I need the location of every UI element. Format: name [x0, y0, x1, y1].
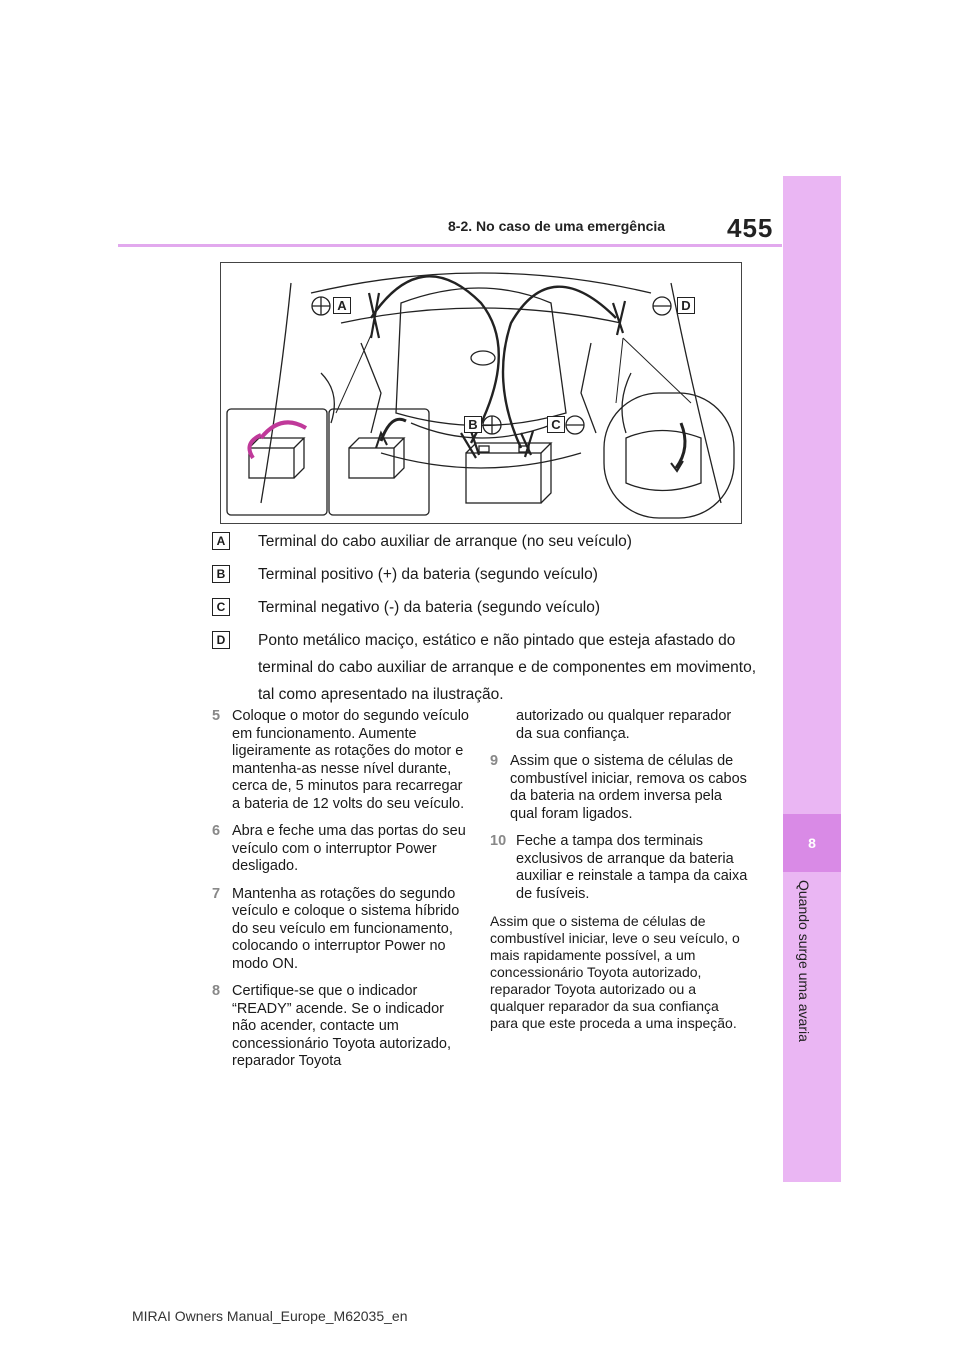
step-text: Feche a tampa dos terminais exclusivos de arranque da bateria auxiliar e reinstale a tampa da caixa de fusíveis.: [516, 833, 748, 902]
step-item: [212, 886, 472, 974]
legend-text: Terminal positivo (+) da bateria (segundo veículo): [258, 566, 598, 583]
section-title: 8-2. No caso de uma emergência: [448, 218, 666, 234]
steps-column-right: [490, 708, 750, 1032]
callout-c-text: C: [551, 417, 561, 432]
callout-c: [547, 416, 565, 433]
legend-text: Ponto metálico maciço, estático e não pintado que esteja afastado do terminal do cabo auxiliar de arranque e de componentes em movimento, tal como apresentado na ilustração.: [258, 632, 756, 703]
step-item: [212, 983, 472, 1071]
legend-key: B: [212, 565, 230, 583]
side-tab: [783, 176, 841, 1182]
callout-d-text: D: [681, 298, 691, 313]
step-text: Abra e feche uma das portas do seu veículo com o interruptor Power desligado.: [232, 823, 466, 874]
chapter-number: 8: [808, 835, 816, 851]
engine-bay-drawing: [221, 263, 741, 523]
step-item: [212, 708, 472, 813]
callout-b-text: B: [468, 417, 478, 432]
legend-item: [212, 627, 772, 708]
step-item: [490, 753, 750, 823]
callout-d: [677, 297, 695, 314]
step-number: 6: [212, 823, 221, 839]
step-number: 7: [212, 885, 221, 902]
chapter-title: Quando surge uma avaria: [796, 880, 812, 1042]
step-text: autorizado ou qualquer reparador da sua confiança.: [516, 708, 732, 742]
step-number: 9: [490, 753, 499, 769]
legend: [212, 528, 772, 714]
step-continuation: [490, 708, 750, 743]
header-rule: [118, 244, 782, 247]
step-number: 5: [212, 708, 221, 724]
legend-item: [212, 561, 772, 588]
step-number: 10: [490, 833, 507, 849]
step-item: [490, 833, 750, 903]
step-text: Certifique-se que o indicador “READY” acende. Se o indicador não acender, contacte um concessionário Toyota autorizado, reparador Toyota: [232, 983, 451, 1069]
chapter-number-box: [783, 814, 841, 872]
legend-key: C: [212, 598, 230, 616]
callout-b: [464, 416, 482, 433]
jump-start-illustration: [220, 262, 742, 524]
legend-item: [212, 594, 772, 621]
footer-doc-id: MIRAI Owners Manual_Europe_M62035_en: [132, 1308, 408, 1324]
steps-column-left: [212, 708, 472, 1081]
step-text: Mantenha as rotações do segundo veículo e coloque o sistema híbrido do seu veículo em funcionamento, colocando o interruptor Power no modo ON.: [232, 885, 460, 972]
callout-a: [333, 297, 351, 314]
step-item: [212, 823, 472, 876]
note-text: Assim que o sistema de células de combustível iniciar, leve o seu veículo, o mais rapidamente possível, a um concessionário Toyota autorizado, reparador Toyota autorizado ou a qualquer reparador da sua confiança para que este proceda a uma inspeção.: [490, 913, 740, 1031]
step-text: Coloque o motor do segundo veículo em funcionamento. Aumente ligeiramente as rotações do motor e mantenha-as nesse nível durante, cerca de, 5 minutos para recarregar a bateria de 12 volts do seu veículo.: [232, 708, 469, 812]
legend-key: A: [212, 532, 230, 550]
page-number: 455: [727, 213, 774, 243]
legend-key: D: [212, 631, 230, 649]
callout-a-text: A: [337, 298, 347, 313]
legend-text: Terminal negativo (-) da bateria (segundo veículo): [258, 599, 601, 616]
step-number: 8: [212, 983, 221, 999]
step-text: Assim que o sistema de células de combustível iniciar, remova os cabos da bateria na ordem inversa pela qual foram ligados.: [510, 753, 747, 822]
legend-text: Terminal do cabo auxiliar de arranque (no seu veículo): [258, 533, 632, 550]
legend-item: [212, 528, 772, 555]
